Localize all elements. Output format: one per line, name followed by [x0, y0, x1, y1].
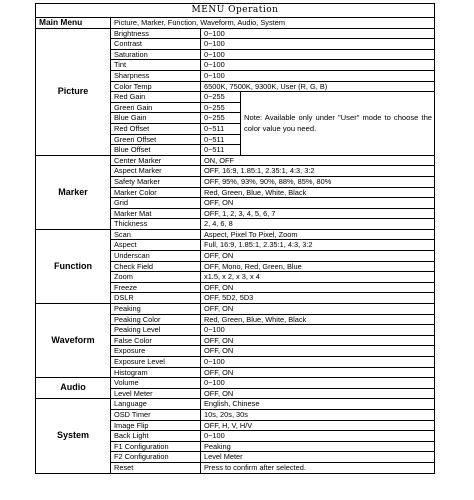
item-value: OFF, ON	[201, 198, 435, 209]
item-value: OFF, H, V, H/V	[201, 420, 435, 431]
item-label: Reset	[111, 462, 201, 473]
item-value: OFF, ON	[201, 282, 435, 293]
item-label: Freeze	[111, 282, 201, 293]
item-label: Histogram	[111, 367, 201, 378]
item-label: Blue Offset	[111, 145, 201, 156]
main-menu-value: Picture, Marker, Function, Waveform, Audio, System	[111, 18, 435, 29]
item-label: Tint	[111, 60, 201, 71]
item-value: x1.5, x 2, x 3, x 4	[201, 272, 435, 283]
item-label: Red Gain	[111, 92, 201, 103]
item-value: English, Chinese	[201, 399, 435, 410]
item-value: 0~511	[201, 145, 241, 156]
group-name-function: Function	[36, 229, 111, 303]
item-label: Aspect	[111, 240, 201, 251]
item-label: Green Gain	[111, 102, 201, 113]
item-label: Peaking Color	[111, 314, 201, 325]
item-value: OFF, ON	[201, 251, 435, 262]
item-label: Safety Marker	[111, 176, 201, 187]
item-value: Level Meter	[201, 452, 435, 463]
item-label: Aspect Marker	[111, 166, 201, 177]
menu-row	[36, 229, 435, 240]
item-value: 0~100	[201, 357, 435, 368]
item-label: Red Offset	[111, 123, 201, 134]
item-label: F1 Configuration	[111, 441, 201, 452]
item-label: False Color	[111, 335, 201, 346]
item-value: OFF, 1, 2, 3, 4, 5, 6, 7	[201, 208, 435, 219]
item-value: 0~511	[201, 134, 241, 145]
item-value: Full, 16:9, 1.85:1, 2.35:1, 4:3, 3:2	[201, 240, 435, 251]
item-label: Color Temp	[111, 81, 201, 92]
item-value: 0~100	[201, 39, 435, 50]
item-value: Red, Green, Blue, White, Black	[201, 314, 435, 325]
item-label: Center Marker	[111, 155, 201, 166]
group-name-picture: Picture	[36, 28, 111, 155]
item-value: 0~255	[201, 92, 241, 103]
item-label: Exposure	[111, 346, 201, 357]
item-label: Back Light	[111, 431, 201, 442]
item-value: Aspect, Pixel To Pixel, Zoom	[201, 229, 435, 240]
item-value: 0~511	[201, 123, 241, 134]
group-name-audio: Audio	[36, 378, 111, 399]
item-label: Zoom	[111, 272, 201, 283]
color-note: Note: Available only under "User" mode to choose the color value you need.	[241, 92, 435, 156]
item-value: OFF, ON	[201, 367, 435, 378]
item-label: OSD Timer	[111, 409, 201, 420]
table-title: MENU Operation	[36, 4, 435, 18]
main-menu-row	[36, 18, 435, 29]
item-value: 0~255	[201, 102, 241, 113]
item-label: Marker Mat	[111, 208, 201, 219]
item-label: Blue Gain	[111, 113, 201, 124]
item-value: 0~100	[201, 60, 435, 71]
item-value: 0~100	[201, 325, 435, 336]
item-value: 0~100	[201, 70, 435, 81]
item-label: Underscan	[111, 251, 201, 262]
item-value: OFF, 16:9, 1.85:1, 2.35:1, 4:3, 3:2	[201, 166, 435, 177]
item-label: Sharpness	[111, 70, 201, 81]
item-label: Peaking	[111, 304, 201, 315]
menu-row	[36, 399, 435, 410]
item-value: OFF, ON	[201, 304, 435, 315]
item-value: Peaking	[201, 441, 435, 452]
item-label: Saturation	[111, 49, 201, 60]
group-name-waveform: Waveform	[36, 304, 111, 378]
item-value: OFF, ON	[201, 388, 435, 399]
item-value: Red, Green, Blue, White, Black	[201, 187, 435, 198]
item-value: 0~100	[201, 49, 435, 60]
item-label: Image Flip	[111, 420, 201, 431]
menu-row	[36, 155, 435, 166]
item-label: Green Offset	[111, 134, 201, 145]
item-label: Check Field	[111, 261, 201, 272]
item-value: 0~100	[201, 431, 435, 442]
item-value: 10s, 20s, 30s	[201, 409, 435, 420]
item-value: Press to confirm after selected.	[201, 462, 435, 473]
item-label: Thickness	[111, 219, 201, 230]
menu-operation-table	[35, 3, 435, 474]
item-value: OFF, ON	[201, 346, 435, 357]
main-menu-label: Main Menu	[36, 18, 111, 29]
item-value: OFF, 5D2, 5D3	[201, 293, 435, 304]
item-label: Language	[111, 399, 201, 410]
item-value: 0~255	[201, 113, 241, 124]
item-value: 0~100	[201, 28, 435, 39]
item-label: Exposure Level	[111, 357, 201, 368]
item-label: Marker Color	[111, 187, 201, 198]
menu-row	[36, 28, 435, 39]
menu-row	[36, 378, 435, 389]
item-value: 6500K, 7500K, 9300K, User (R, G, B)	[201, 81, 435, 92]
item-value: OFF, Mono, Red, Green, Blue	[201, 261, 435, 272]
item-value: 2, 4, 6, 8	[201, 219, 435, 230]
item-value: OFF, 95%, 93%, 90%, 88%, 85%, 80%	[201, 176, 435, 187]
title-row	[36, 4, 435, 18]
item-value: ON, OFF	[201, 155, 435, 166]
item-value: 0~100	[201, 378, 435, 389]
group-name-marker: Marker	[36, 155, 111, 229]
item-label: DSLR	[111, 293, 201, 304]
item-label: F2 Configuration	[111, 452, 201, 463]
group-name-system: System	[36, 399, 111, 473]
item-value: OFF, ON	[201, 335, 435, 346]
item-label: Scan	[111, 229, 201, 240]
menu-row	[36, 304, 435, 315]
item-label: Peaking Level	[111, 325, 201, 336]
item-label: Grid	[111, 198, 201, 209]
item-label: Brightness	[111, 28, 201, 39]
item-label: Contrast	[111, 39, 201, 50]
item-label: Level Meter	[111, 388, 201, 399]
item-label: Volume	[111, 378, 201, 389]
